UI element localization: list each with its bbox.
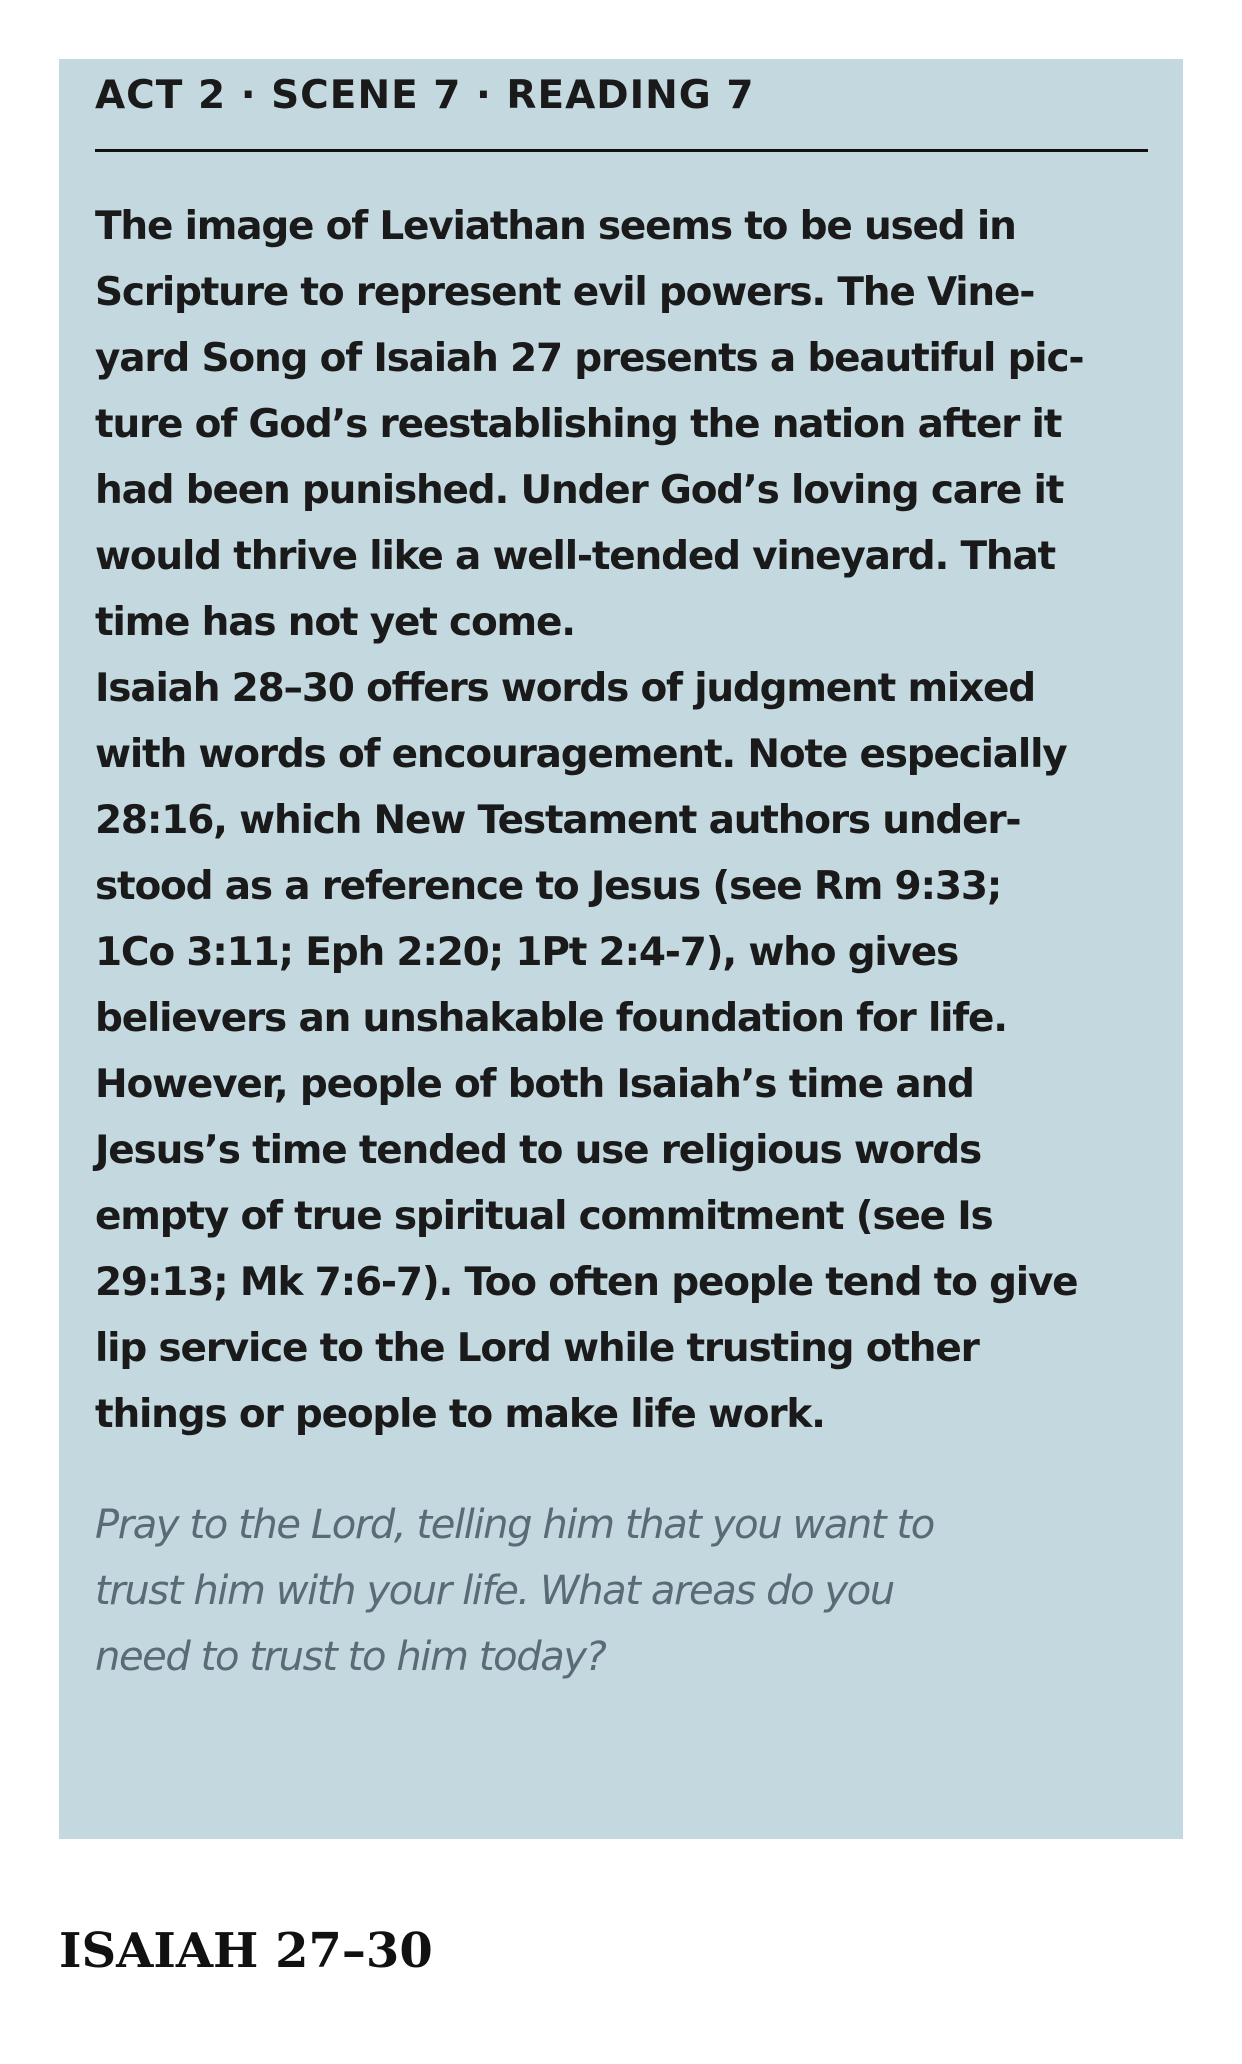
text-line: trust him with your life. What areas do you (95, 1568, 894, 1614)
reading-body (95, 194, 1148, 1448)
commentary-paragraph-1 (95, 194, 1148, 656)
text-line: 29:13; Mk 7:6-7). Too often people tend to give (95, 1260, 1078, 1305)
text-line: time has not yet come. (95, 600, 575, 645)
text-line: Pray to the Lord, telling him that you want to (95, 1502, 934, 1548)
text-line: stood as a reference to Jesus (see Rm 9:33; (95, 864, 1002, 909)
text-line: The image of Leviathan seems to be used in (95, 204, 1016, 249)
text-line: However, people of both Isaiah’s time and (95, 1062, 974, 1107)
text-line: empty of true spiritual commitment (see Is (95, 1194, 993, 1239)
reading-header: ACT 2 · SCENE 7 · READING 7 (95, 59, 1148, 152)
text-line: need to trust to him today? (95, 1634, 606, 1680)
text-line: 28:16, which New Testament authors under- (95, 798, 1021, 843)
text-line: Jesus’s time tended to use religious words (95, 1128, 982, 1173)
text-line: Scripture to represent evil powers. The Vine- (95, 270, 1035, 315)
text-line: had been punished. Under God’s loving care it (95, 468, 1064, 513)
commentary-paragraph-2 (95, 656, 1148, 1448)
page-title: ISAIAH 27–30 (59, 1923, 433, 1979)
text-line: yard Song of Isaiah 27 presents a beautiful pic- (95, 336, 1084, 381)
reading-card (59, 59, 1183, 1839)
text-line: ture of God’s reestablishing the nation after it (95, 402, 1062, 447)
text-line: lip service to the Lord while trusting other (95, 1326, 979, 1371)
text-line: would thrive like a well-tended vineyard. That (95, 534, 1055, 579)
text-line: 1Co 3:11; Eph 2:20; 1Pt 2:4-7), who gives (95, 930, 959, 975)
prayer-prompt (95, 1492, 1148, 1690)
text-line: with words of encouragement. Note especially (95, 732, 1067, 777)
text-line: believers an unshakable foundation for life. (95, 996, 1007, 1041)
text-line: things or people to make life work. (95, 1392, 825, 1437)
text-line: Isaiah 28–30 offers words of judgment mixed (95, 666, 1035, 711)
